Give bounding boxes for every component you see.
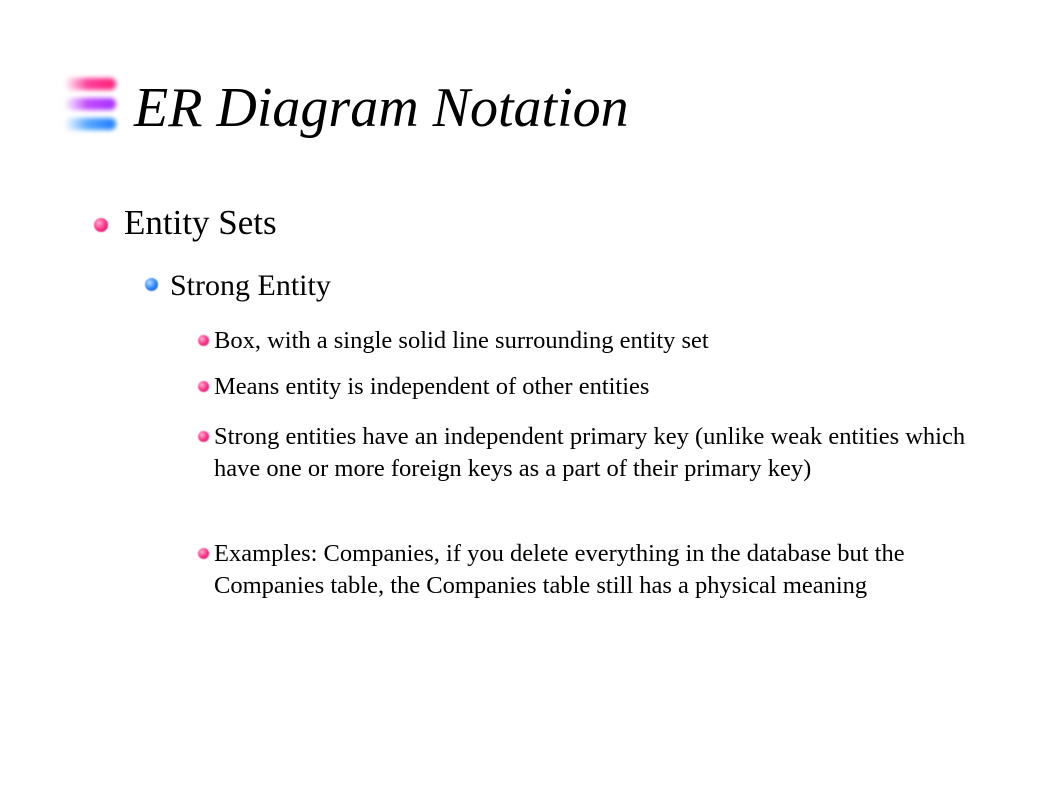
- blue-stripe: [64, 118, 116, 130]
- bullet-entity-sets: Entity Sets: [124, 203, 277, 242]
- purple-stripe: [64, 98, 116, 110]
- bullet-dot-icon: [94, 218, 108, 232]
- bullet-dot-icon: [198, 431, 209, 442]
- pink-stripe: [64, 78, 116, 90]
- bullet-examples: Examples: Companies, if you delete everything in the database but the Companies table, the Companies table still has a physical meaning: [214, 540, 905, 599]
- title-stripes-decoration: [58, 74, 120, 138]
- bullet-dot-icon: [198, 548, 209, 559]
- bullet-independent-entity: Means entity is independent of other entities: [214, 373, 650, 400]
- slide-title: ER Diagram Notation: [134, 77, 629, 139]
- bullet-primary-key: Strong entities have an independent primary key (unlike weak entities which have one or more foreign keys as a part of their primary key): [214, 423, 966, 482]
- bullet-dot-icon: [145, 278, 158, 291]
- bullet-dot-icon: [198, 381, 209, 392]
- bullet-dot-icon: [198, 335, 209, 346]
- bullet-box-single-line: Box, with a single solid line surrounding entity set: [214, 327, 709, 354]
- bullet-strong-entity: Strong Entity: [170, 269, 331, 302]
